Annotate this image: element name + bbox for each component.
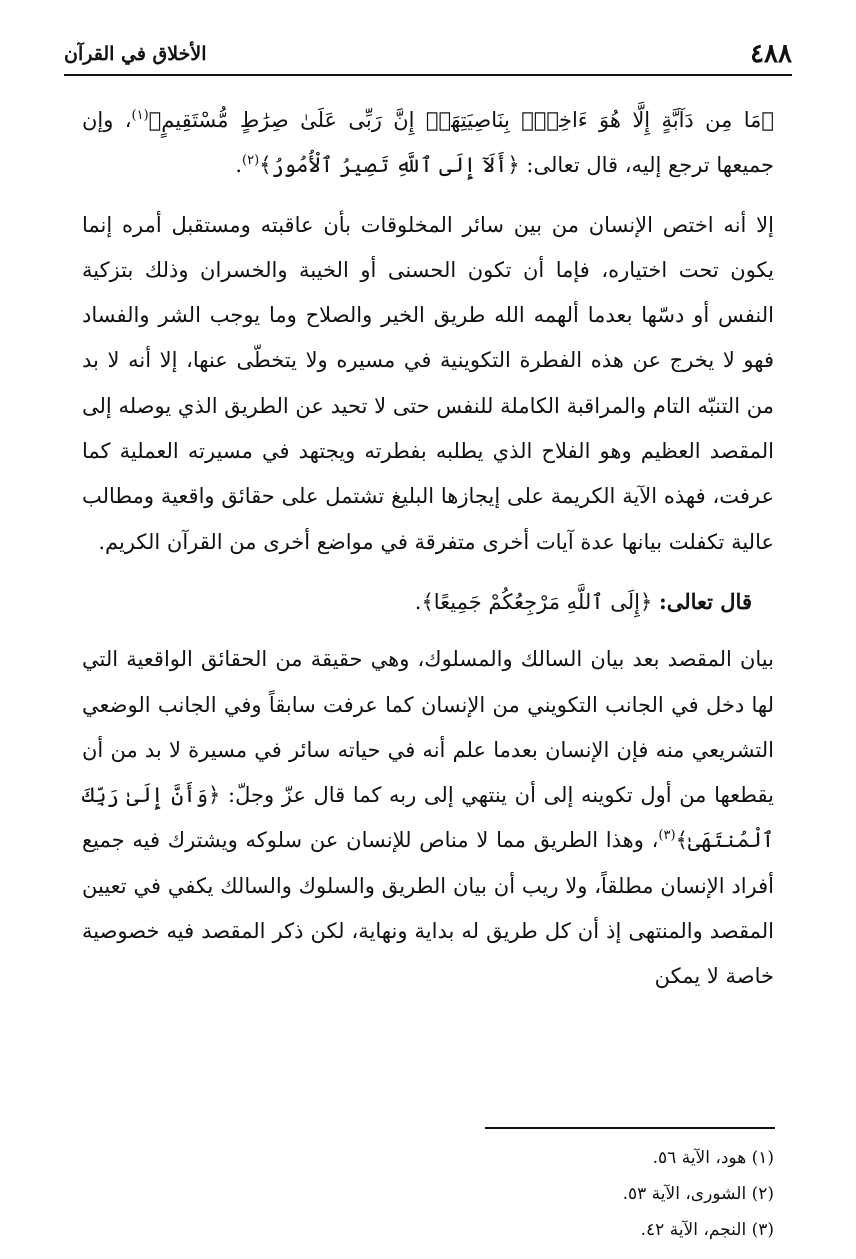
verse-heading [82, 579, 774, 625]
paragraph-3-text: بيان المقصد بعد بيان السالك والمسلوك، وهي حقيقة من الحقائق الواقعية التي لها دخل في الجانب التكويني من الإنسان كما عرفت سابقاً وفي الجانب الوضعي التشريعي منه فإن الإنسان بعدما علم أنه في حياته سائر في مسيرة لا بد من أن يقطعها من أول تكوينه إلى أن ينتهي إلى ربه كما قال عزّ وجلّ: [82, 647, 774, 808]
footnote-ref: (٢) [242, 153, 260, 169]
footnotes [82, 1140, 774, 1248]
quran-verse: ﴿أَلَآ إِلَى ٱللَّهِ تَصِيرُ ٱلْأُمُورُ﴾ [259, 153, 520, 178]
footnote-2: (٢) الشورى، الآية ٥٣. [622, 1184, 774, 1204]
quran-verse: ﴿وَأَنَّ إِلَىٰ رَبِّكَ ٱلْمُنتَهَىٰ﴾ [82, 783, 774, 853]
footnote-ref: (١) [131, 108, 149, 123]
footnote-rule [485, 1127, 775, 1129]
paragraph-3 [82, 637, 774, 999]
body-text [82, 98, 774, 1000]
footnote-3: (٣) النجم، الآية ٤٢. [640, 1220, 774, 1240]
running-title: الأخلاق في القرآن [64, 43, 207, 65]
intro-paragraph [82, 98, 774, 189]
header-rule [64, 74, 792, 76]
paragraph-2: إلا أنه اختص الإنسان من بين سائر المخلوقات بأن عاقبته ومستقبل أمره إنما يكون تحت اختياره، فإما أن تكون الحسنى أو الخيبة والخسران وذلك بتزكية النفس أو دسّها بعدما ألهمه الله طريق الخير والصلاح وما يوجب الشر والفساد فهو لا يخرج عن هذه الفطرة التكوينية في مسيره ولا يتخطّى عنها، إلا أنه لا بد من التنبّه التام والمراقبة الكاملة للنفس حتى لا تحيد عن الطريق الذي يوصله إلى المقصد العظيم وهو الفلاح الذي يطلبه بفطرته ويجتهد في مسيرته العملية كما عرفت، فهذه الآية الكريمة على إيجازها البليغ تشتمل على حقائق واقعية ومطالب عالية تكفلت بيانها عدة آيات أخرى متفرقة في مواضع أخرى من القرآن الكريم. [82, 212, 774, 554]
intro-end: . [235, 153, 243, 178]
paragraph-3-text: ، وهذا الطريق مما لا مناص للإنسان عن سلوكه ويشترك فيه جميع أفراد الإنسان مطلقاً، ولا ريب أن بيان الطريق والسلوك والسالك يكفي في تعيين المقصد والمنتهى إذ أن كل طريق له بداية ونهاية، لكن ذكر المقصد فيه خصوصية خاصة لا يمكن [82, 828, 774, 989]
intro-text: ، وإن جميعها ترجع إليه، قال تعالى: [82, 108, 774, 178]
page-header [64, 34, 792, 74]
footnote-1: (١) هود، الآية ٥٦. [652, 1148, 774, 1168]
page-number: ٤٨٨ [750, 39, 792, 69]
quran-verse: ﴿مَا مِن دَآبَّةٍ إِلَّا هُوَ ءَاخِذٌۢ بِنَاصِيَتِهَآۚ إِنَّ رَبِّى عَلَىٰ صِرَٰطٍ مُّسْتَقِيمٍ﴾ [148, 108, 774, 132]
quran-verse: ﴿إِلَى ٱللَّهِ مَرْجِعُكُمْ جَمِيعًا﴾ [421, 589, 653, 614]
verse-heading-label: قال تعالى: [658, 588, 752, 614]
footnote-ref: (٣) [658, 828, 676, 844]
verse-heading-end: . [414, 589, 422, 614]
